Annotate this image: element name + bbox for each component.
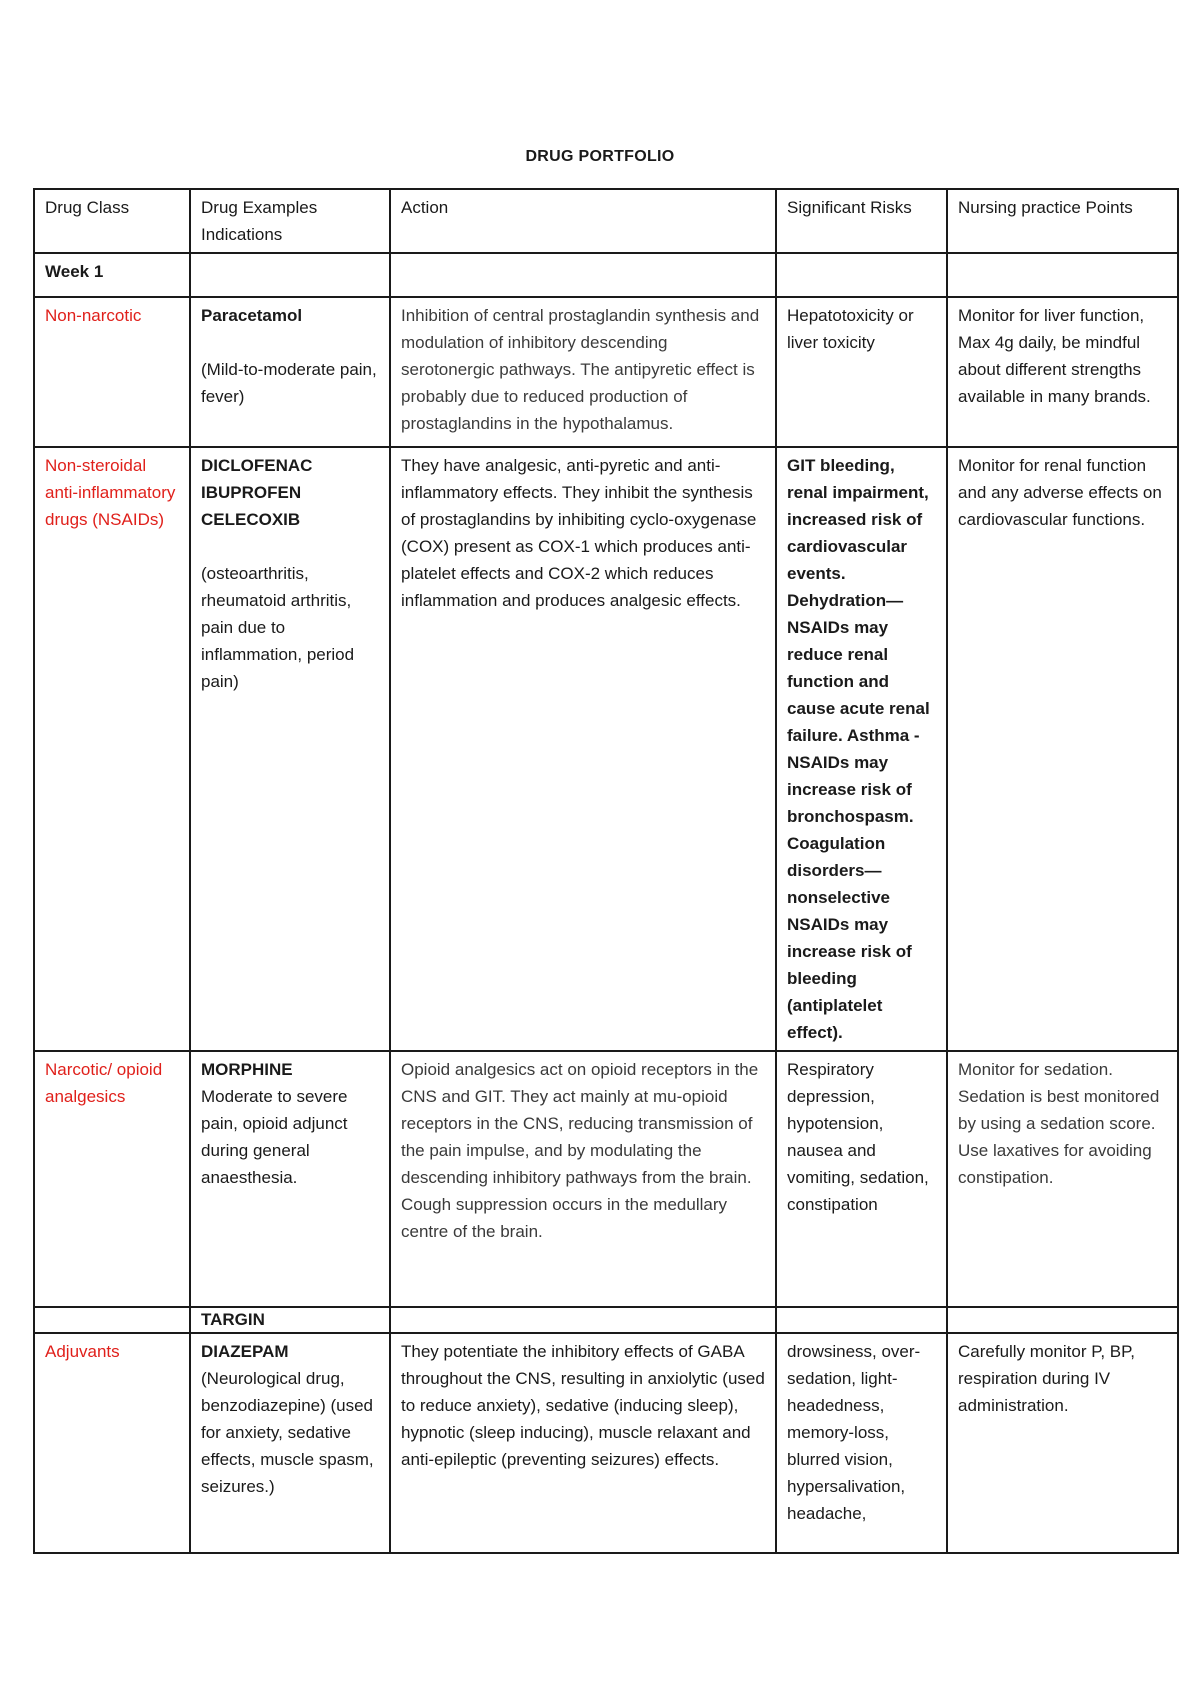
header-nursing: Nursing practice Points [947,189,1178,253]
drug-class-cell: Narcotic/ opioid analgesics [34,1051,190,1307]
drug-name: DIAZEPAM [201,1342,289,1361]
risks-cell: Respiratory depression, hypotension, nausea and vomiting, sedation, constipation [776,1051,947,1307]
drug-examples-cell [190,1333,390,1553]
drug-indication: (Neurological drug, benzodiazepine) (used for anxiety, sedative effects, muscle spasm, seizures.) [201,1369,374,1496]
drug-portfolio-table [33,188,1179,1554]
week-empty-cell [776,253,947,297]
table-row-adjuvants [34,1333,1178,1553]
action-cell: They potentiate the inhibitory effects of GABA throughout the CNS, resulting in anxiolytic (used to reduce anxiety), sedative (inducing sleep), hypnotic (sleep inducing), muscle relaxant and anti-epileptic (preventing seizures) effects. [390,1333,776,1553]
drug-indication: (osteoarthritis, rheumatoid arthritis, pain due to inflammation, period pain) [201,564,355,691]
empty-cell [776,1307,947,1333]
drug-name: Paracetamol [201,306,303,325]
nursing-cell: Carefully monitor P, BP, respiration during IV administration. [947,1333,1178,1553]
week-empty-cell [390,253,776,297]
drug-class-cell: Non-steroidal anti-inflammatory drugs (NSAIDs) [34,447,190,1051]
drug-examples-cell [190,447,390,1051]
week-empty-cell [190,253,390,297]
action-cell: They have analgesic, anti-pyretic and anti-inflammatory effects. They inhibit the synthesis of prostaglandins by inhibiting cyclo-oxygenase (COX) present as COX-1 which produces anti-platelet effects and COX-2 which reduces inflammation and produces analgesic effects. [390,447,776,1051]
table-row-targin [34,1307,1178,1333]
header-row [34,189,1178,253]
header-indications-label: Indications [201,225,283,244]
drug-name: IBUPROFEN [201,483,302,502]
header-risks: Significant Risks [776,189,947,253]
week-row [34,253,1178,297]
nursing-cell: Monitor for liver function, Max 4g daily, be mindful about different strengths available in many brands. [947,297,1178,447]
drug-indication: (Mild-to-moderate pain, fever) [201,360,377,406]
risks-cell: Hepatotoxicity or liver toxicity [776,297,947,447]
drug-examples-cell [190,297,390,447]
nursing-cell: Monitor for renal function and any adverse effects on cardiovascular functions. [947,447,1178,1051]
drug-name: DICLOFENAC [201,456,313,475]
table-row-opioids [34,1051,1178,1307]
page-title: DRUG PORTFOLIO [525,148,675,165]
drug-indication: Moderate to severe pain, opioid adjunct during general anaesthesia. [201,1087,348,1187]
nursing-cell: Monitor for sedation. Sedation is best monitored by using a sedation score. Use laxatives for avoiding constipation. [947,1051,1178,1307]
header-drug-examples-label: Drug Examples [201,198,318,217]
table-row-paracetamol [34,297,1178,447]
header-drug-examples [190,189,390,253]
drug-examples-cell [190,1051,390,1307]
action-cell: Opioid analgesics act on opioid receptors in the CNS and GIT. They act mainly at mu-opioid receptors in the CNS, reducing transmission of the pain impulse, and by modulating the descending inhibitory pathways from the brain. Cough suppression occurs in the medullary centre of the brain. [390,1051,776,1307]
risks-cell: GIT bleeding, renal impairment, increased risk of cardiovascular events. Dehydration—NSAIDs may reduce renal function and cause acute renal failure. Asthma -NSAIDs may increase risk of bronchospasm. Coagulation disorders—nonselective NSAIDs may increase risk of bleeding (antiplatelet effect). [776,447,947,1051]
header-action: Action [390,189,776,253]
drug-class-cell: Non-narcotic [34,297,190,447]
drug-name: TARGIN [190,1307,390,1333]
drug-class-cell: Adjuvants [34,1333,190,1553]
empty-cell [34,1307,190,1333]
empty-cell [947,1307,1178,1333]
risks-cell: drowsiness, over-sedation, light-headedness, memory-loss, blurred vision, hypersalivation, headache, [776,1333,947,1553]
empty-cell [390,1307,776,1333]
header-drug-class: Drug Class [34,189,190,253]
action-cell: Inhibition of central prostaglandin synthesis and modulation of inhibitory descending serotonergic pathways. The antipyretic effect is probably due to reduced production of prostaglandins in the hypothalamus. [390,297,776,447]
table-row-nsaids [34,447,1178,1051]
drug-name: CELECOXIB [201,510,301,529]
drug-name: MORPHINE [201,1060,293,1079]
week-empty-cell [947,253,1178,297]
week-label: Week 1 [34,253,190,297]
